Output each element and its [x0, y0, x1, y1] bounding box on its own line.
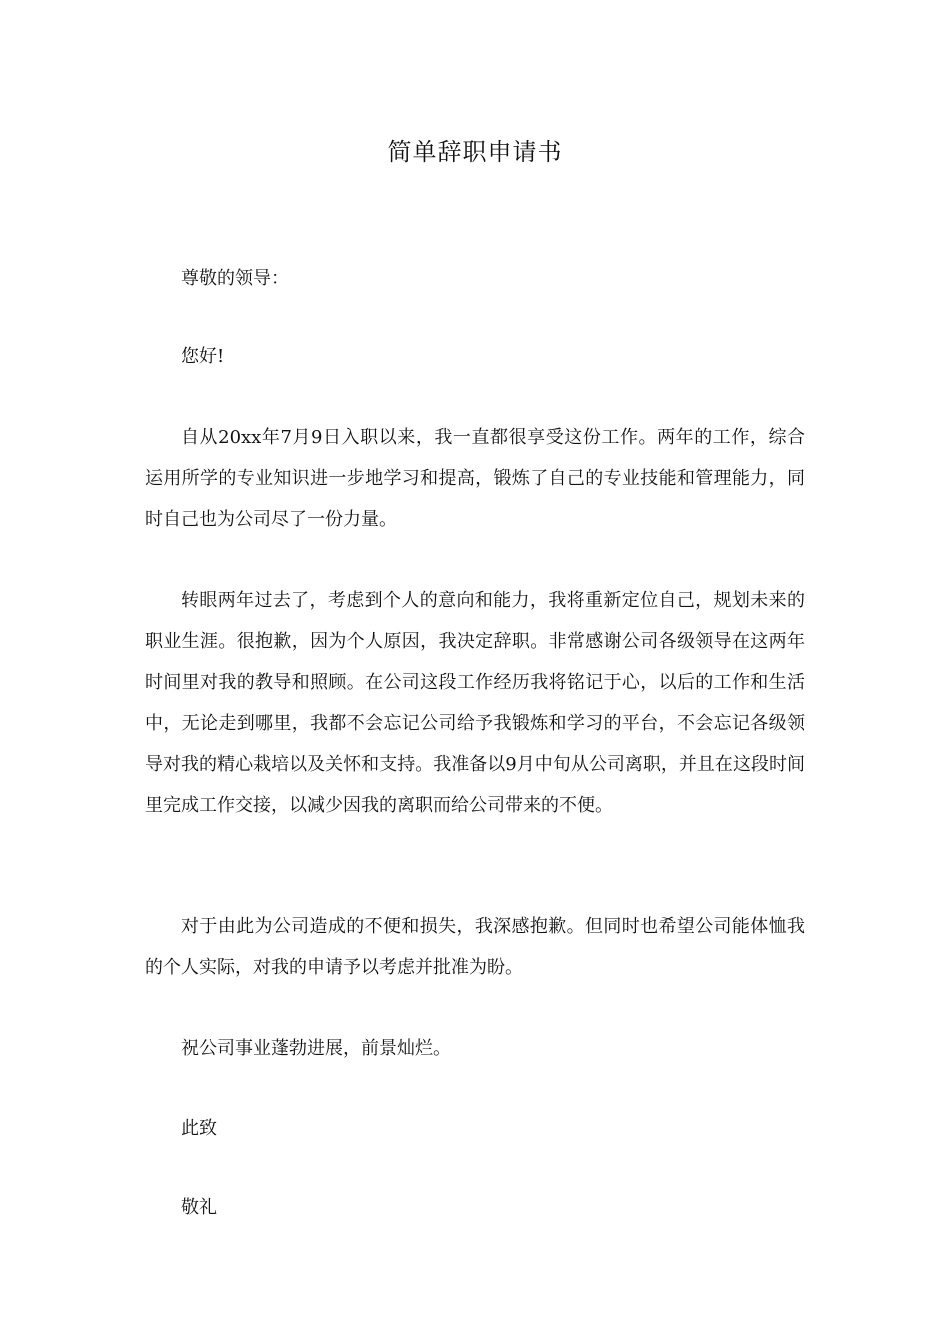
paragraph-block-2 [145, 580, 805, 826]
closing-block-1 [145, 1108, 805, 1149]
closing-line: 敬礼 [181, 1197, 217, 1218]
paragraph-block-1 [145, 417, 805, 540]
closing-block-2 [145, 1187, 805, 1228]
body-paragraph: 对于由此为公司造成的不便和损失，我深感抱歉。但同时也希望公司能体恤我的个人实际，对我的申请予以考虑并批准为盼。 [145, 916, 805, 978]
body-paragraph: 自从20xx年7月9日入职以来，我一直都很享受这份工作。两年的工作，综合运用所学的专业知识进一步地学习和提高，锻炼了自己的专业技能和管理能力，同时自己也为公司尽了一份力量。 [145, 427, 805, 530]
body-paragraph: 转眼两年过去了，考虑到个人的意向和能力，我将重新定位自己，规划未来的职业生涯。很抱歉，因为个人原因，我决定辞职。非常感谢公司各级领导在这两年时间里对我的教导和照顾。在公司这段工作经历我将铭记于心，以后的工作和生活中，无论走到哪里，我都不会忘记公司给予我锻炼和学习的平台，不会忘记各级领导对我的精心栽培以及关怀和支持。我准备以9月中旬从公司离职，并且在这段时间里完成工作交接，以减少因我的离职而给公司带来的不便。 [145, 590, 805, 816]
salutation: 尊敬的领导： [181, 268, 289, 289]
paragraph-block-4 [145, 1028, 805, 1069]
paragraph-block-3 [145, 906, 805, 988]
greeting-block [145, 336, 805, 377]
greeting: 您好! [181, 346, 225, 367]
document-title: 简单辞职申请书 [387, 138, 563, 166]
salutation-block [145, 258, 805, 299]
closing-line: 此致 [181, 1118, 217, 1139]
body-paragraph: 祝公司事业蓬勃进展，前景灿烂。 [181, 1038, 451, 1059]
